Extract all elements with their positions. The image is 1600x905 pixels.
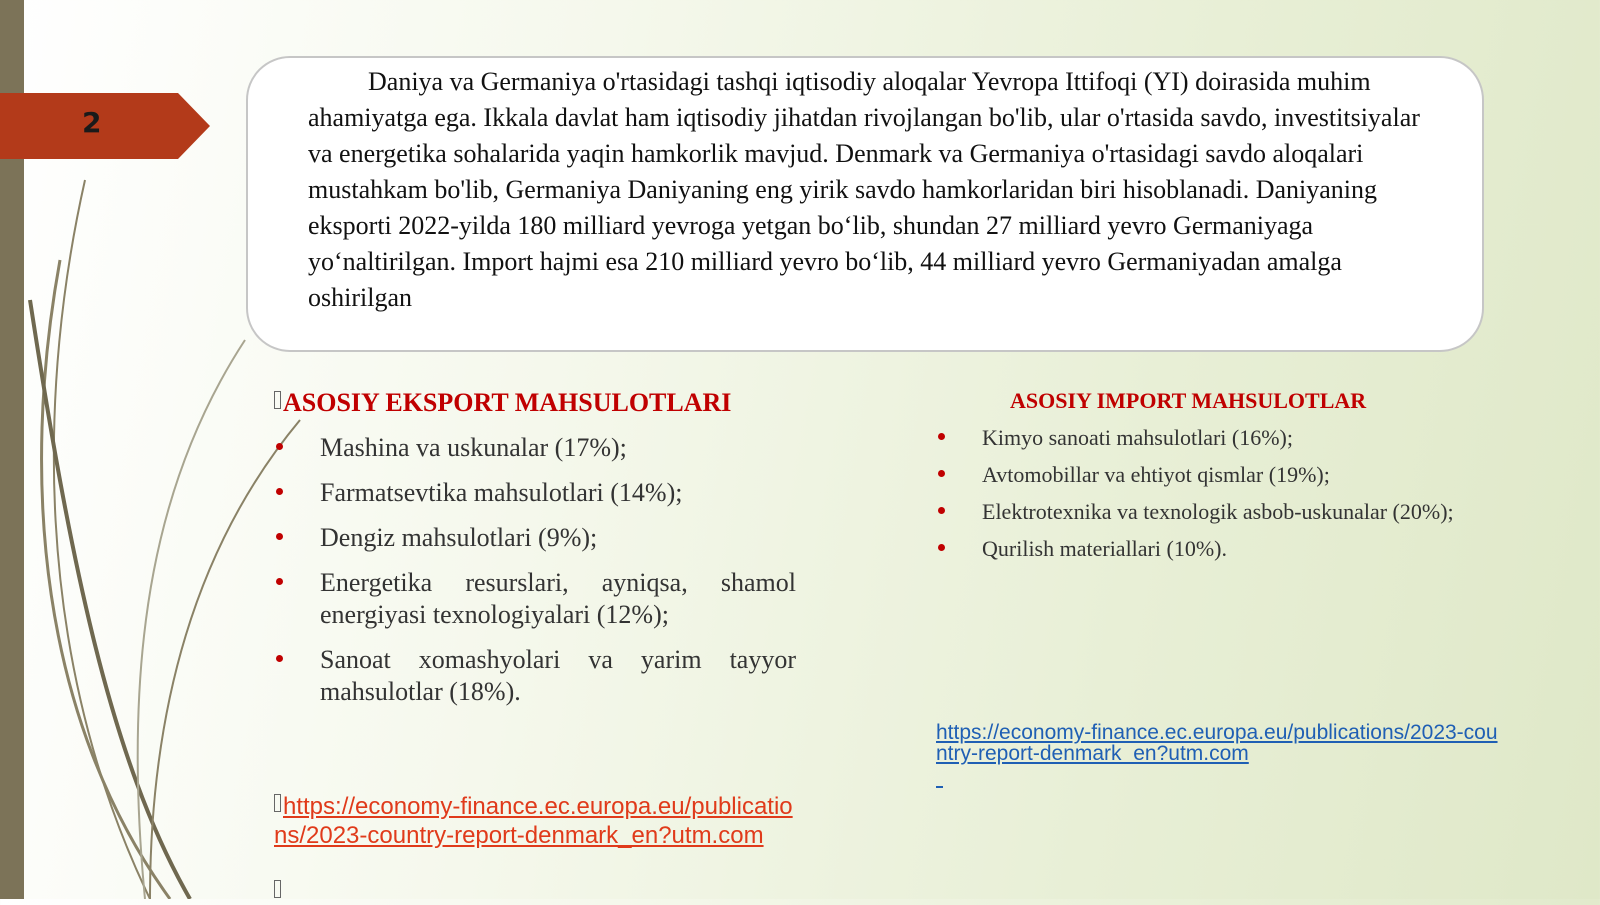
list-item-text: Farmatsevtika mahsulotlari (14%);	[320, 478, 683, 507]
bullet-icon	[938, 507, 945, 514]
missing-glyph-icon	[274, 391, 281, 409]
export-heading-text: ASOSIY EKSPORT MAHSULOTLARI	[283, 388, 732, 417]
bullet-icon	[938, 433, 945, 440]
list-item	[320, 522, 796, 554]
slide-number-tab	[0, 93, 210, 159]
export-source-link-text[interactable]: https://economy-finance.ec.europa.eu/publications/2023-country-report-denmark_en?utm.com	[274, 793, 793, 849]
missing-glyph-icon	[274, 794, 281, 812]
import-list	[982, 425, 1498, 573]
list-item	[320, 477, 796, 509]
list-item	[982, 425, 1498, 450]
export-source-link[interactable]	[274, 792, 794, 850]
bullet-icon	[276, 443, 283, 450]
empty-link-underline	[936, 786, 943, 788]
list-item	[982, 462, 1498, 487]
list-item-text: Mashina va uskunalar (17%);	[320, 433, 627, 462]
bottom-missing-glyph	[274, 880, 283, 905]
bullet-icon	[276, 655, 283, 662]
list-item-text: Energetika resurslari, ayniqsa, shamol energiyasi texnologiyalari (12%);	[320, 568, 796, 629]
export-heading	[274, 388, 731, 418]
missing-glyph-icon	[274, 880, 281, 898]
list-item-text: Sanoat xomashyolari va yarim tayyor mahsulotlar (18%).	[320, 645, 796, 706]
export-list	[320, 432, 796, 721]
list-item-text: Avtomobillar va ehtiyot qismlar (19%);	[982, 462, 1330, 487]
import-source-link[interactable]: https://economy-finance.ec.europa.eu/publications/2023-country-report-denmark_en?utm.com	[936, 721, 1498, 765]
bullet-icon	[276, 488, 283, 495]
list-item	[320, 567, 796, 631]
list-item	[982, 499, 1498, 524]
import-heading: ASOSIY IMPORT MAHSULOTLAR	[1010, 388, 1367, 413]
bullet-icon	[276, 533, 283, 540]
list-item-text: Kimyo sanoati mahsulotlari (16%);	[982, 425, 1293, 450]
list-item	[320, 432, 796, 464]
bullet-icon	[938, 470, 945, 477]
list-item	[320, 644, 796, 708]
list-item-text: Qurilish materiallari (10%).	[982, 536, 1227, 561]
intro-paragraph: Daniya va Germaniya o'rtasidagi tashqi iqtisodiy aloqalar Yevropa Ittifoqi (YI) doirasida muhim ahamiyatga ega. Ikkala davlat ham iqtisodiy jihatdan rivojlangan bo'lib, ular o'rtasida savdo, investitsiyalar va energetika sohalarida yaqin hamkorlik mavjud. Denmark va Germaniya o'rtasidagi savdo aloqalari mustahkam bo'lib, Germaniya Daniyaning eng yirik savdo hamkorlaridan biri hisoblanadi. Daniyaning eksporti 2022-yilda 180 milliard yevroga yetgan bo‘lib, shundan 27 milliard yevro Germaniyaga yo‘naltirilgan. Import hajmi esa 210 milliard yevro bo‘lib, 44 milliard yevro Germaniyadan amalga oshirilgan	[308, 67, 1420, 312]
list-item-text: Dengiz mahsulotlari (9%);	[320, 523, 598, 552]
list-item-text: Elektrotexnika va texnologik asbob-uskunalar (20%);	[982, 499, 1454, 524]
list-item	[982, 536, 1498, 561]
bullet-icon	[938, 544, 945, 551]
bullet-icon	[276, 578, 283, 585]
slide-number: 2	[82, 106, 102, 139]
